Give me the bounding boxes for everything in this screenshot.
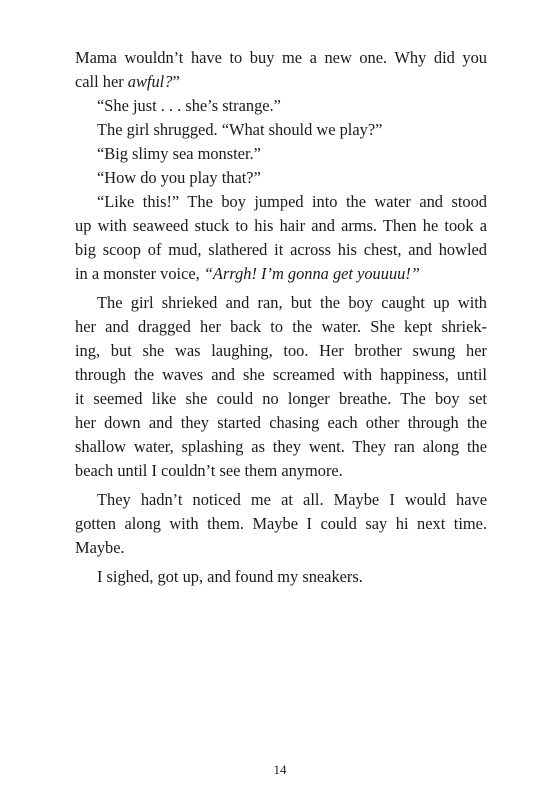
text-line	[75, 190, 487, 214]
text-run: “Big slimy sea monster.”	[97, 144, 261, 163]
text-line	[75, 512, 487, 536]
text-line	[75, 565, 487, 589]
text-run: I sighed, got up, and found my sneakers.	[97, 567, 363, 586]
body-text	[75, 46, 487, 589]
text-line	[75, 262, 487, 286]
text-run: The girl shrugged. “What should we play?”	[97, 120, 383, 139]
text-run: ing, but she was laughing, too. Her brother swung her	[75, 341, 487, 360]
text-run: “Like this!” The boy jumped into the water and stood	[97, 192, 487, 211]
text-run: in a monster voice,	[75, 264, 204, 283]
paragraph	[75, 118, 487, 142]
text-run: it seemed like she could no longer breathe. The boy set	[75, 389, 487, 408]
paragraph	[75, 565, 487, 589]
text-line	[75, 142, 487, 166]
text-line	[75, 166, 487, 190]
paragraph	[75, 46, 487, 94]
text-run: call her	[75, 72, 128, 91]
text-run: gotten along with them. Maybe I could say hi next time.	[75, 514, 487, 533]
text-line	[75, 536, 487, 560]
text-line	[75, 363, 487, 387]
text-line	[75, 46, 487, 70]
paragraph	[75, 142, 487, 166]
text-run: beach until I couldn’t see them anymore.	[75, 461, 343, 480]
text-line	[75, 387, 487, 411]
text-run: big scoop of mud, slathered it across his chest, and howled	[75, 240, 487, 259]
text-line	[75, 291, 487, 315]
text-run: “She just . . . she’s strange.”	[97, 96, 281, 115]
text-line	[75, 411, 487, 435]
text-run: her down and they started chasing each other through the	[75, 413, 487, 432]
text-line	[75, 118, 487, 142]
page-number: 14	[273, 762, 287, 777]
text-line	[75, 315, 487, 339]
text-line	[75, 339, 487, 363]
text-run: her and dragged her back to the water. She kept shriek-	[75, 317, 487, 336]
text-run: ”	[172, 72, 180, 91]
text-run: shallow water, splashing as they went. They ran along the	[75, 437, 487, 456]
text-run: “How do you play that?”	[97, 168, 261, 187]
paragraph	[75, 291, 487, 483]
text-run: up with seaweed stuck to his hair and arms. Then he took a	[75, 216, 487, 235]
paragraph	[75, 190, 487, 286]
text-line	[75, 488, 487, 512]
text-line	[75, 435, 487, 459]
text-run: through the waves and she screamed with happiness, until	[75, 365, 487, 384]
text-run: Maybe.	[75, 538, 125, 557]
text-run: They hadn’t noticed me at all. Maybe I would have	[97, 490, 487, 509]
text-line	[75, 70, 487, 94]
text-line	[75, 459, 487, 483]
italic-text: awful?	[127, 72, 173, 91]
text-run: Mama wouldn’t have to buy me a new one. Why did you	[75, 48, 487, 67]
paragraph	[75, 94, 487, 118]
text-line	[75, 94, 487, 118]
text-line	[75, 238, 487, 262]
paragraph	[75, 166, 487, 190]
italic-text: “Arrgh! I’m gonna get youuuu!”	[203, 264, 420, 283]
text-run: The girl shrieked and ran, but the boy caught up with	[97, 293, 487, 312]
paragraph	[75, 488, 487, 560]
text-line	[75, 214, 487, 238]
